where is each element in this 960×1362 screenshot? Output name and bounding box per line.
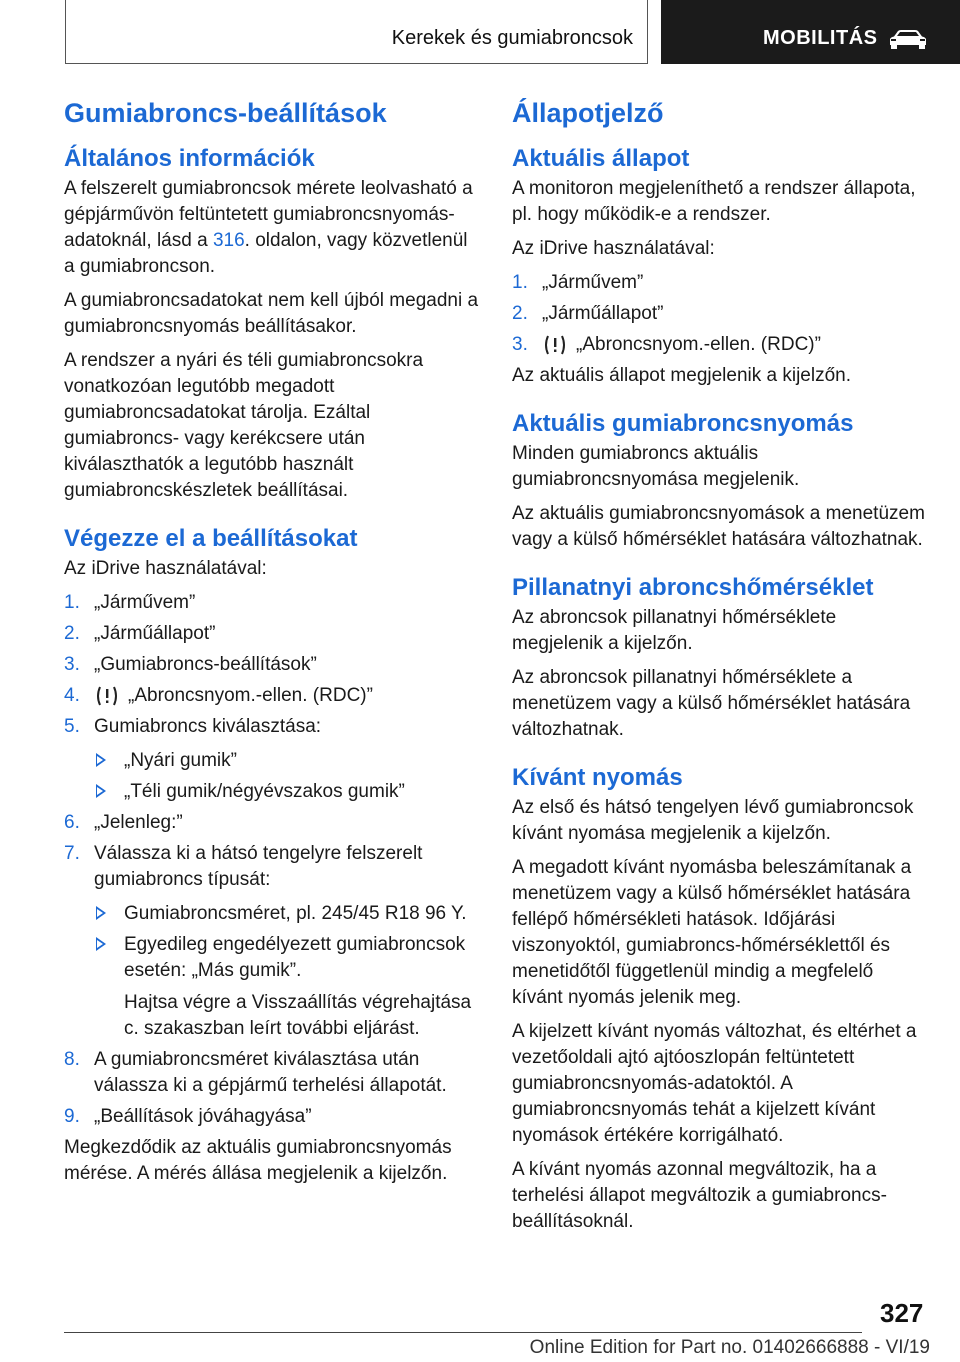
page-link-316[interactable]: 316 — [212, 230, 245, 251]
pressure-heading: Aktuális gumiabroncsnyomás — [512, 410, 854, 437]
desired-paragraph-3: A kijelzett kívánt nyomás változhat, és eltérhet a vezetőoldali ajtó ajtóoszlopán feltüntetett gumiabroncsnyomás-adatoktól. A gumiabroncsnyomás tehát a kijelzett kívánt nyomások értékére korrigálható. — [512, 1021, 917, 1146]
status-heading: Aktuális állapot — [512, 145, 690, 172]
car-icon — [888, 28, 928, 50]
left-column — [64, 96, 480, 1195]
list-item: 1. „Járművem” — [512, 272, 644, 293]
triangle-bullet-icon — [96, 753, 106, 767]
header-chapter-title: MOBILITÁS — [763, 27, 878, 49]
settings-intro: Az iDrive használatával: — [64, 558, 267, 579]
settings-outro: Megkezdődik az aktuális gumiabroncsnyomás mérése. A mérés állása megjelenik a kijelzőn. — [64, 1137, 452, 1184]
list-item: „Nyári gumik” — [94, 748, 480, 774]
footer-divider — [64, 1332, 862, 1333]
desired-paragraph-4: A kívánt nyomás azonnal megváltozik, ha a terhelési állapot megváltozik a gumiabroncs-beállításoknál. — [512, 1159, 887, 1232]
step7-options — [94, 901, 480, 1042]
list-item: 5. Gumiabroncs kiválasztása: „Nyári gumik” „Téli gumik/négyévszakos gumik” — [64, 714, 480, 805]
list-item: Egyedileg engedélyezett gumiabroncsok esetén: „Más gumik”. Hajtsa végre a Visszaállítás végrehajtása c. szakaszban leírt további eljárást. — [94, 932, 480, 1042]
general-paragraph-3: A rendszer a nyári és téli gumiabroncsokra vonatkozóan legutóbb megadott gumiabroncsadatokat tárolja. Ezáltal gumiabroncs- vagy kerékcsere után kiválaszthatók a legutóbb használt gumiabroncskészletek beállításai. — [64, 350, 424, 501]
list-item: 3. „Abroncsnyom.-ellen. (RDC)” — [512, 334, 821, 355]
settings-heading: Végezze el a beállításokat — [64, 525, 358, 552]
list-item: 1. „Járművem” — [64, 592, 196, 613]
list-item: 4. „Abroncsnyom.-ellen. (RDC)” — [64, 685, 373, 706]
list-item: 2. „Járműállapot” — [64, 623, 216, 644]
pressure-paragraph-2: Az aktuális gumiabroncsnyomások a menetüzem vagy a külső hőmérséklet hatására változhatnak. — [512, 503, 925, 550]
left-title: Gumiabroncs-beállítások — [64, 98, 387, 128]
general-heading: Általános információk — [64, 145, 315, 172]
pressure-paragraph-1: Minden gumiabroncs aktuális gumiabroncsnyomása megjelenik. — [512, 443, 800, 490]
temperature-paragraph-1: Az abroncsok pillanatnyi hőmérséklete megjelenik a kijelzőn. — [512, 607, 837, 654]
desired-paragraph-1: Az első és hátsó tengelyen lévő gumiabroncsok kívánt nyomása megjelenik a kijelzőn. — [512, 797, 914, 844]
status-paragraph: A monitoron megjeleníthető a rendszer állapota, pl. hogy működik-e a rendszer. — [512, 178, 916, 225]
triangle-bullet-icon — [96, 784, 106, 798]
header-section-box — [65, 0, 648, 64]
temperature-heading: Pillanatnyi abroncshőmérséklet — [512, 574, 874, 601]
general-paragraph-2: A gumiabroncsadatokat nem kell újból megadni a gumiabroncsnyomás beállításakor. — [64, 290, 479, 337]
list-item: Gumiabroncsméret, pl. 245/45 R18 96 Y. — [94, 901, 480, 927]
list-item: 7. Válassza ki a hátsó tengelyre felszerelt gumiabroncs típusát: Gumiabroncsméret, pl. 245/45 R18 96 Y. Egyedileg engedélyezett gumiabroncsok esetén: „Más gumik”. Hajtsa végre a Visszaállítás végrehajtása c. szakaszban leírt további eljárást. — [64, 841, 480, 1042]
triangle-bullet-icon — [96, 906, 106, 920]
header-section-title: Kerekek és gumiabroncsok — [391, 27, 633, 49]
list-item: 2. „Járműállapot” — [512, 303, 664, 324]
settings-steps — [64, 590, 480, 1130]
general-paragraph-1: A felszerelt gumiabroncsok mérete leolvasható a gépjárművön feltüntetett gumiabroncsnyomás-adatoknál, lásd a 316. oldalon, vagy közvetlenül a gumiabroncson. — [64, 178, 473, 277]
step5-options — [94, 748, 480, 805]
status-outro: Az aktuális állapot megjelenik a kijelzőn. — [512, 365, 852, 386]
list-item: „Téli gumik/négyévszakos gumik” — [94, 779, 480, 805]
triangle-bullet-icon — [96, 937, 106, 951]
step7-note: Hajtsa végre a Visszaállítás végrehajtása c. szakaszban leírt további eljárást. — [124, 992, 472, 1039]
header-chapter-box — [661, 0, 960, 64]
status-intro: Az iDrive használatával: — [512, 238, 715, 259]
list-item: 8. A gumiabroncsméret kiválasztása után válassza ki a gépjármű terhelési állapotát. — [64, 1049, 447, 1096]
desired-heading: Kívánt nyomás — [512, 764, 683, 791]
tire-warning-icon — [94, 685, 120, 707]
tire-warning-icon — [542, 334, 568, 356]
list-item: 3. „Gumiabroncs-beállítások” — [64, 654, 317, 675]
list-item: 6. „Jelenleg:” — [64, 812, 183, 833]
list-item: 9. „Beállítások jóváhagyása” — [64, 1106, 312, 1127]
desired-paragraph-2: A megadott kívánt nyomásba beleszámítanak a menetüzem vagy a külső hőmérséklet hatására fellépő hőmérsékleti hatások. Időjárási viszonyoktól, gumiabroncs-hőmérséklettől és menetidőtől függetlenül mindig a megfelelő kívánt nyomás jelenik meg. — [512, 857, 912, 1008]
temperature-paragraph-2: Az abroncsok pillanatnyi hőmérséklete a menetüzem vagy a külső hőmérséklet hatására változhatnak. — [512, 667, 911, 740]
right-title: Állapotjelző — [512, 98, 664, 128]
status-steps — [512, 270, 928, 358]
footer-edition: Online Edition for Part no. 01402666888 - VI/19 — [529, 1337, 930, 1358]
page-number: 327 — [880, 1298, 924, 1328]
right-column — [512, 96, 928, 1243]
